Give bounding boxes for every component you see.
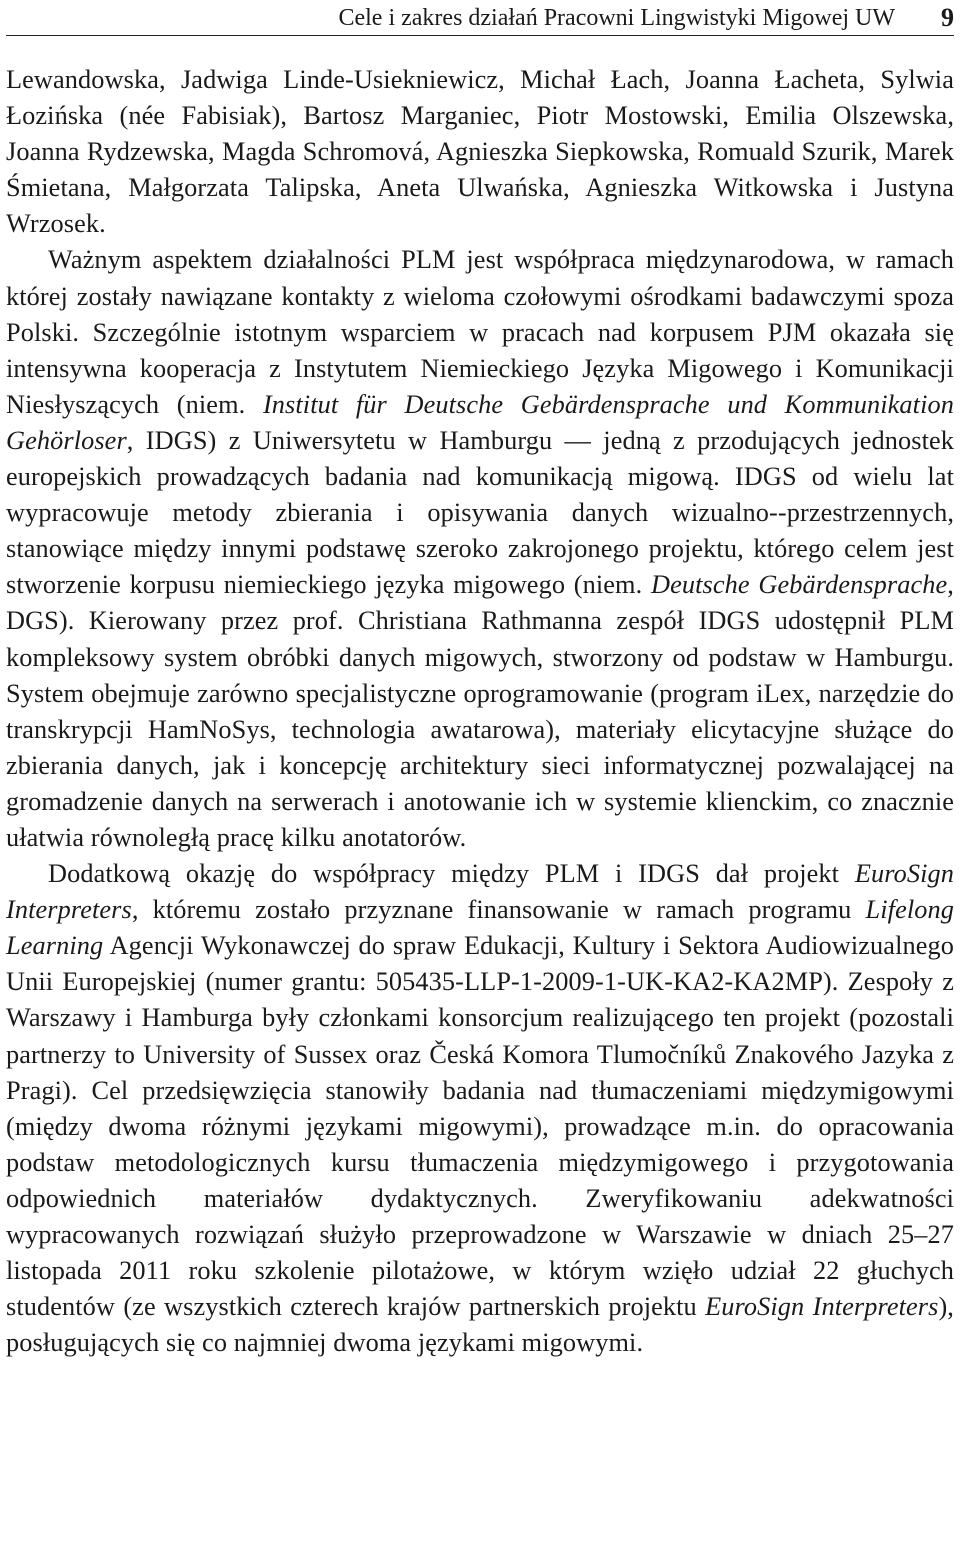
paragraph-3-text: Agencji Wykonawczej do spraw Edukacji, Kultury i Sektora Audiowizualnego Unii Europejskiej (numer grantu: 505435-LLP-1-2009-1-UK-KA2-KA2MP). Zespoły z Warszawy i Hamburga były członkami konsorcjum realizującego ten projekt (pozostali partnerzy to University of Sussex oraz Česká Komora Tlumočníků Znakového Jazyka z Pragi). Cel przedsięwzięcia stanowiły badania nad tłumaczeniami międzymigowymi (między dwoma różnymi językami migowymi), prowadzące m.in. do opracowania podstaw metodologicznych kursu tłumaczenia międzymigowego i przygotowania odpowiednich materiałów dydaktycznych. Zweryfikowaniu adekwatności wypracowanych rozwiązań służyło przeprowadzone w Warszawie w dniach 25–27 listopada 2011 roku szkolenie pilotażowe, w którym wzięło udział 22 głuchych studentów (ze wszystkich czterech krajów partnerskich projektu [6, 931, 954, 1322]
paragraph-2-italic-term: Deutsche Gebärdensprache [651, 570, 948, 600]
paragraph-3 [6, 856, 954, 1361]
page-number: 9 [941, 3, 954, 32]
running-header [6, 0, 954, 36]
paragraph-3-italic-term: Lifelong Learning [6, 895, 954, 961]
document-page [6, 0, 954, 1361]
paragraph-3-text: ), posługujących się co najmniej dwoma językami migowymi. [6, 1292, 954, 1358]
paragraph-2 [6, 242, 954, 856]
paragraph-3-italic-term: EuroSign Interpreters [6, 859, 954, 925]
running-title: Cele i zakres działań Pracowni Lingwistyki Migowej UW [338, 5, 895, 31]
paragraph-1 [6, 62, 954, 242]
body-text [6, 62, 954, 1361]
paragraph-2-italic-term: Institut für Deutsche Gebärdensprache und Kommunikation Gehörloser [6, 389, 954, 455]
paragraph-2-text: , IDGS) z Uniwersytetu w Hamburgu — jedną z przodujących jednostek europejskich prowadzących badania nad komunikacją migową. IDGS od wielu lat wypracowuje metody zbierania i opisywania danych wizualno--przestrzennych, stanowiące między innymi podstawę szeroko zakrojonego projektu, którego celem jest stworzenie korpusu niemieckiego języka migowego (niem. [6, 425, 954, 600]
paragraph-3-italic-term: EuroSign Interpreters [705, 1292, 939, 1322]
paragraph-3-text: , któremu zostało przyznane finansowanie w ramach programu [131, 895, 866, 925]
paragraph-2-text: , DGS). Kierowany przez prof. Christiana Rathmanna zespół IDGS udostępnił PLM kompleksowy system obróbki danych migowych, stworzony od podstaw w Hamburgu. System obejmuje zarówno specjalistyczne oprogramowanie (program iLex, narzędzie do transkrypcji HamNoSys, technologia awatarowa), materiały elicytacyjne służące do zbierania danych, jak i koncepcję architektury sieci informatycznej pozwalającej na gromadzenie danych na serwerach i anotowanie ich w systemie klienckim, co znacznie ułatwia równoległą pracę kilku anotatorów. [6, 570, 954, 852]
paragraph-3-text: Dodatkową okazję do współpracy między PLM i IDGS dał projekt [48, 859, 855, 889]
paragraph-1-text: Lewandowska, Jadwiga Linde-Usiekniewicz, Michał Łach, Joanna Łacheta, Sylwia Łozińska (née Fabisiak), Bartosz Marganiec, Piotr Mostowski, Emilia Olszewska, Joanna Rydzewska, Magda Schromová, Agnieszka Siepkowska, Romuald Szurik, Marek Śmietana, Małgorzata Talipska, Aneta Ulwańska, Agnieszka Witkowska i Justyna Wrzosek. [6, 65, 954, 239]
paragraph-2-text: Ważnym aspektem działalności PLM jest współpraca międzynarodowa, w ramach której zostały nawiązane kontakty z wieloma czołowymi ośrodkami badawczymi spoza Polski. Szczególnie istotnym wsparciem w pracach nad korpusem PJM okazała się intensywna kooperacja z Instytutem Niemieckiego Języka Migowego i Komunikacji Niesłyszących (niem. [6, 245, 954, 419]
